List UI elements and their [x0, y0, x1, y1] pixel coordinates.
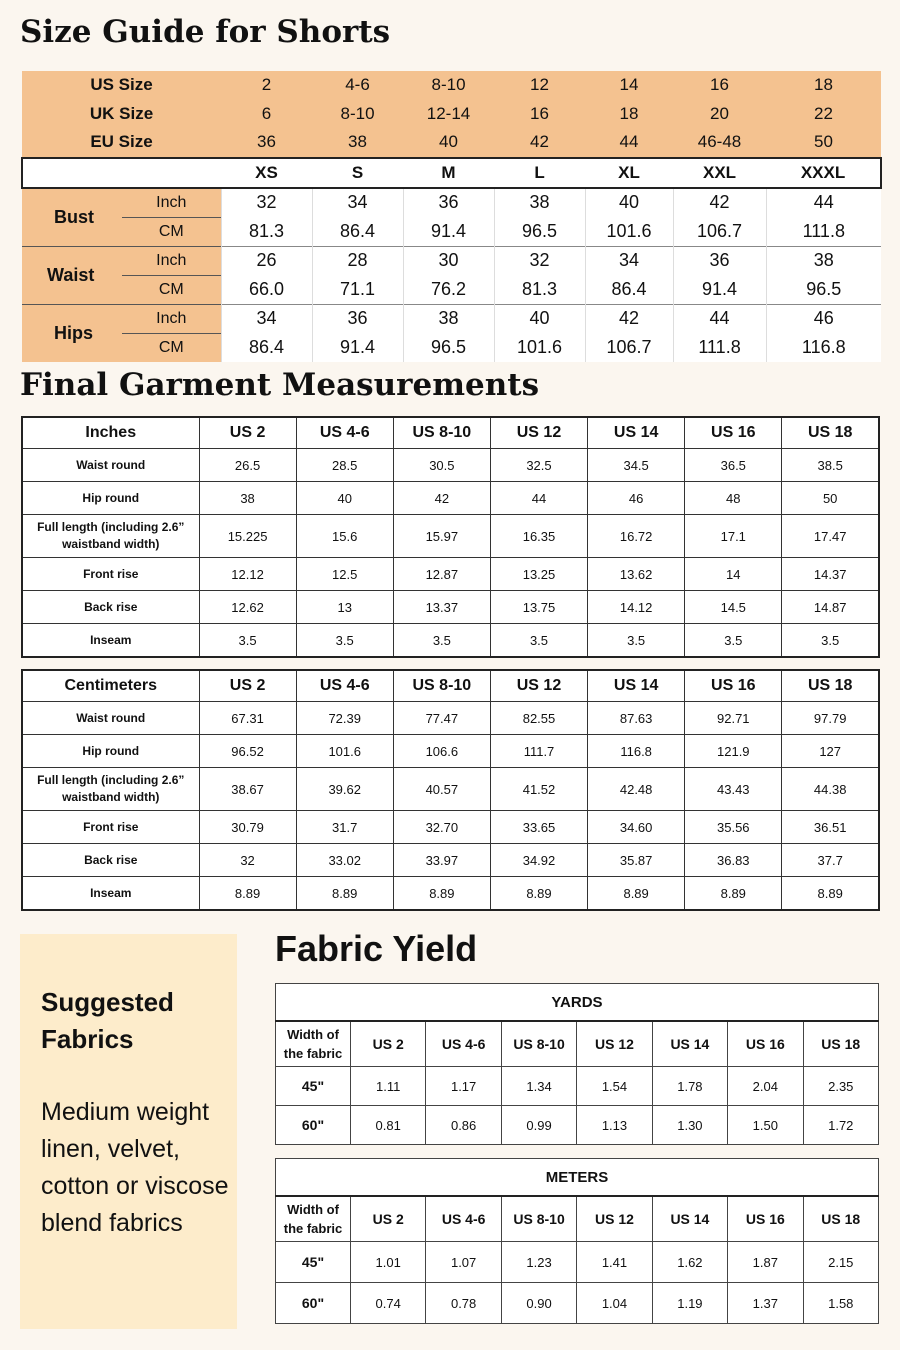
cell: 44 — [673, 304, 766, 333]
row-label: Waist round — [22, 702, 199, 735]
unit-label: Inch — [122, 188, 221, 218]
waist-cm-row — [22, 275, 881, 304]
cell: 35.87 — [588, 844, 685, 877]
cell: 50 — [766, 128, 881, 158]
size-header: US 2 — [351, 1021, 426, 1067]
cell: 36.51 — [782, 811, 879, 844]
cell: 1.87 — [728, 1242, 803, 1283]
cell: 3.5 — [588, 624, 685, 658]
cell: 1.34 — [501, 1067, 576, 1106]
cell: 111.8 — [766, 217, 881, 246]
cell: 1.54 — [577, 1067, 652, 1106]
cell: 1.50 — [728, 1106, 803, 1145]
cell: 12.5 — [296, 558, 393, 591]
size-header: US 4-6 — [426, 1021, 501, 1067]
cell: 8-10 — [403, 71, 494, 100]
cell: 38 — [199, 482, 296, 515]
row-label: Front rise — [22, 558, 199, 591]
cell: 37.7 — [782, 844, 879, 877]
table-row — [276, 1283, 879, 1324]
row-label: Front rise — [22, 811, 199, 844]
size-guide-title: Size Guide for Shorts — [20, 14, 391, 50]
cell: 34 — [221, 304, 312, 333]
width-header: Width of the fabric — [276, 1021, 351, 1067]
cell: 48 — [685, 482, 782, 515]
cell: 81.3 — [221, 217, 312, 246]
cell: 14.87 — [782, 591, 879, 624]
empty-cell — [22, 158, 221, 188]
table-row — [22, 624, 879, 658]
size-header: US 4-6 — [296, 417, 393, 449]
cell: 42 — [494, 128, 585, 158]
table-row — [22, 844, 879, 877]
cell: 36.5 — [685, 449, 782, 482]
waist-inch-row — [22, 246, 881, 275]
cell: XS — [221, 158, 312, 188]
cell: 101.6 — [585, 217, 673, 246]
cell: 77.47 — [393, 702, 490, 735]
size-header: US 14 — [588, 670, 685, 702]
waist-label: Waist — [22, 246, 122, 304]
cell: 18 — [766, 71, 881, 100]
cell: 16.72 — [588, 515, 685, 558]
cell: 13.62 — [588, 558, 685, 591]
cell: 12.12 — [199, 558, 296, 591]
cell: 121.9 — [685, 735, 782, 768]
cell: 44 — [585, 128, 673, 158]
cell: 28.5 — [296, 449, 393, 482]
cell: 42 — [673, 188, 766, 218]
width-label: 60" — [276, 1283, 351, 1324]
cell: 8.89 — [199, 877, 296, 911]
size-header: US 2 — [351, 1196, 426, 1242]
unit-label: CM — [122, 217, 221, 246]
unit-label: Inch — [122, 304, 221, 333]
cell: 20 — [673, 100, 766, 129]
cell: 0.86 — [426, 1106, 501, 1145]
cell: 32 — [221, 188, 312, 218]
cell: 17.47 — [782, 515, 879, 558]
size-header: US 12 — [577, 1196, 652, 1242]
cell: 38 — [403, 304, 494, 333]
size-header: US 18 — [782, 417, 879, 449]
cell: 86.4 — [221, 333, 312, 362]
cell: 42 — [393, 482, 490, 515]
meters-header: METERS — [276, 1159, 879, 1197]
cell: 12 — [494, 71, 585, 100]
suggested-fabrics-panel — [20, 934, 237, 1329]
cell: 36 — [673, 246, 766, 275]
row-label: Inseam — [22, 877, 199, 911]
row-label: UK Size — [22, 100, 221, 129]
cell: 116.8 — [766, 333, 881, 362]
table-row — [22, 877, 879, 911]
table-row — [22, 482, 879, 515]
size-guide-table — [21, 71, 882, 362]
cell: 106.7 — [585, 333, 673, 362]
suggested-fabrics-text: Medium weight linen, velvet, cotton or viscose blend fabrics — [41, 1098, 229, 1237]
cell: 2.04 — [728, 1067, 803, 1106]
cell: 36.83 — [685, 844, 782, 877]
size-header: US 14 — [652, 1021, 727, 1067]
us-size-row — [22, 71, 881, 100]
cell: 34 — [585, 246, 673, 275]
bust-label: Bust — [22, 188, 122, 247]
cell: 8.89 — [296, 877, 393, 911]
size-header: US 12 — [577, 1021, 652, 1067]
cell: 91.4 — [403, 217, 494, 246]
garment-title: Final Garment Measurements — [20, 367, 540, 403]
yards-table — [275, 983, 879, 1145]
cell: 26 — [221, 246, 312, 275]
cell: 43.43 — [685, 768, 782, 811]
width-header: Width of the fabric — [276, 1196, 351, 1242]
cell: 50 — [782, 482, 879, 515]
cell: 26.5 — [199, 449, 296, 482]
cell: 13.75 — [490, 591, 587, 624]
eu-size-row — [22, 128, 881, 158]
cell: 96.5 — [494, 217, 585, 246]
table-header-row — [276, 1021, 879, 1067]
cell: 42.48 — [588, 768, 685, 811]
cell: 12-14 — [403, 100, 494, 129]
size-header: US 8-10 — [393, 670, 490, 702]
inches-table — [21, 416, 880, 658]
cell: 38 — [494, 188, 585, 218]
row-label: Waist round — [22, 449, 199, 482]
cell: 1.37 — [728, 1283, 803, 1324]
cell: 0.99 — [501, 1106, 576, 1145]
cell: 44.38 — [782, 768, 879, 811]
table-row — [22, 702, 879, 735]
cell: S — [312, 158, 403, 188]
table-row — [22, 811, 879, 844]
cell: 1.13 — [577, 1106, 652, 1145]
cell: 4-6 — [312, 71, 403, 100]
cell: 0.78 — [426, 1283, 501, 1324]
cell: 6 — [221, 100, 312, 129]
size-header: US 18 — [803, 1196, 878, 1242]
cell: 8.89 — [685, 877, 782, 911]
cell: 32 — [494, 246, 585, 275]
cell: 8.89 — [393, 877, 490, 911]
cell: 71.1 — [312, 275, 403, 304]
cell: 40 — [585, 188, 673, 218]
cell: 1.04 — [577, 1283, 652, 1324]
cell: 17.1 — [685, 515, 782, 558]
cell: 3.5 — [199, 624, 296, 658]
width-label: 45" — [276, 1242, 351, 1283]
cell: 0.81 — [351, 1106, 426, 1145]
cell: 82.55 — [490, 702, 587, 735]
width-label: 60" — [276, 1106, 351, 1145]
cell: 44 — [766, 188, 881, 218]
table-row — [22, 768, 879, 811]
cell: 13 — [296, 591, 393, 624]
row-label: Hip round — [22, 482, 199, 515]
hips-cm-row — [22, 333, 881, 362]
cell: XL — [585, 158, 673, 188]
cell: 1.62 — [652, 1242, 727, 1283]
cell: 1.11 — [351, 1067, 426, 1106]
width-label: 45" — [276, 1067, 351, 1106]
cell: 38 — [312, 128, 403, 158]
cell: 86.4 — [312, 217, 403, 246]
table-row — [276, 1067, 879, 1106]
cell: 8.89 — [588, 877, 685, 911]
cell: 127 — [782, 735, 879, 768]
unit-header: Inches — [22, 417, 199, 449]
cell: 91.4 — [312, 333, 403, 362]
cell: 1.72 — [803, 1106, 878, 1145]
cell: 3.5 — [782, 624, 879, 658]
cell: 101.6 — [494, 333, 585, 362]
cell: 38 — [766, 246, 881, 275]
cell: XXL — [673, 158, 766, 188]
cell: 81.3 — [494, 275, 585, 304]
cell: 1.17 — [426, 1067, 501, 1106]
cell: 33.65 — [490, 811, 587, 844]
cell: L — [494, 158, 585, 188]
cell: 2.35 — [803, 1067, 878, 1106]
cell: 8.89 — [782, 877, 879, 911]
size-header: US 12 — [490, 670, 587, 702]
cell: 66.0 — [221, 275, 312, 304]
unit-label: CM — [122, 275, 221, 304]
cell: 16.35 — [490, 515, 587, 558]
uk-size-row — [22, 100, 881, 129]
cell: 41.52 — [490, 768, 587, 811]
table-row — [22, 449, 879, 482]
row-label: Back rise — [22, 844, 199, 877]
cell: 101.6 — [296, 735, 393, 768]
size-header: US 16 — [728, 1196, 803, 1242]
size-header: US 16 — [685, 417, 782, 449]
cell: 38.5 — [782, 449, 879, 482]
cell: 116.8 — [588, 735, 685, 768]
size-header: US 8-10 — [501, 1196, 576, 1242]
cell: 40 — [403, 128, 494, 158]
table-row — [22, 735, 879, 768]
cell: 13.37 — [393, 591, 490, 624]
cell: 1.78 — [652, 1067, 727, 1106]
hips-label: Hips — [22, 304, 122, 362]
meters-table — [275, 1158, 879, 1324]
size-header: US 4-6 — [296, 670, 393, 702]
bust-inch-row — [22, 188, 881, 218]
cell: 106.6 — [393, 735, 490, 768]
cell: 16 — [673, 71, 766, 100]
table-header-row — [22, 417, 879, 449]
cell: 46 — [766, 304, 881, 333]
cell: 8-10 — [312, 100, 403, 129]
row-label: Inseam — [22, 624, 199, 658]
cell: 30.5 — [393, 449, 490, 482]
cell: 91.4 — [673, 275, 766, 304]
cell: 15.225 — [199, 515, 296, 558]
row-label: EU Size — [22, 128, 221, 158]
size-header: US 14 — [588, 417, 685, 449]
cell: 16 — [494, 100, 585, 129]
table-title-row — [276, 1159, 879, 1197]
table-header-row — [22, 670, 879, 702]
cell: 76.2 — [403, 275, 494, 304]
cell: 0.74 — [351, 1283, 426, 1324]
cell: 96.5 — [403, 333, 494, 362]
unit-header: Centimeters — [22, 670, 199, 702]
row-label: Full length (including 2.6” waistband width) — [22, 515, 199, 558]
cell: 86.4 — [585, 275, 673, 304]
cell: 32.5 — [490, 449, 587, 482]
letter-size-row — [22, 158, 881, 188]
cell: 67.31 — [199, 702, 296, 735]
cell: 111.7 — [490, 735, 587, 768]
cell: 2 — [221, 71, 312, 100]
cell: 33.02 — [296, 844, 393, 877]
size-header: US 14 — [652, 1196, 727, 1242]
cell: 1.01 — [351, 1242, 426, 1283]
table-row — [22, 591, 879, 624]
row-label: Hip round — [22, 735, 199, 768]
cell: 34.5 — [588, 449, 685, 482]
cell: 40 — [296, 482, 393, 515]
yards-header: YARDS — [276, 984, 879, 1022]
row-label: Back rise — [22, 591, 199, 624]
size-header: US 4-6 — [426, 1196, 501, 1242]
cell: 22 — [766, 100, 881, 129]
hips-inch-row — [22, 304, 881, 333]
size-header: US 2 — [199, 670, 296, 702]
row-label: US Size — [22, 71, 221, 100]
cell: 46 — [588, 482, 685, 515]
cell: 14.37 — [782, 558, 879, 591]
cell: 28 — [312, 246, 403, 275]
cell: 30 — [403, 246, 494, 275]
size-header: US 2 — [199, 417, 296, 449]
table-header-row — [276, 1196, 879, 1242]
cell: 12.87 — [393, 558, 490, 591]
cell: 96.52 — [199, 735, 296, 768]
unit-label: Inch — [122, 246, 221, 275]
size-header: US 18 — [803, 1021, 878, 1067]
bust-cm-row — [22, 217, 881, 246]
cell: 14 — [585, 71, 673, 100]
row-label: Full length (including 2.6” waistband width) — [22, 768, 199, 811]
cell: 2.15 — [803, 1242, 878, 1283]
cell: XXXL — [766, 158, 881, 188]
table-row — [22, 558, 879, 591]
cell: 96.5 — [766, 275, 881, 304]
cell: 34.92 — [490, 844, 587, 877]
size-header: US 12 — [490, 417, 587, 449]
table-row — [276, 1106, 879, 1145]
cell: 44 — [490, 482, 587, 515]
cell: 13.25 — [490, 558, 587, 591]
cell: 1.30 — [652, 1106, 727, 1145]
cell: 15.6 — [296, 515, 393, 558]
cell: 46-48 — [673, 128, 766, 158]
cell: 1.23 — [501, 1242, 576, 1283]
size-header: US 8-10 — [501, 1021, 576, 1067]
table-title-row — [276, 984, 879, 1022]
cell: 1.07 — [426, 1242, 501, 1283]
cell: 34 — [312, 188, 403, 218]
cell: 31.7 — [296, 811, 393, 844]
cell: 42 — [585, 304, 673, 333]
cell: 36 — [403, 188, 494, 218]
cell: 1.58 — [803, 1283, 878, 1324]
cell: 3.5 — [393, 624, 490, 658]
cell: 106.7 — [673, 217, 766, 246]
cell: 3.5 — [490, 624, 587, 658]
cell: M — [403, 158, 494, 188]
cell: 0.90 — [501, 1283, 576, 1324]
cell: 12.62 — [199, 591, 296, 624]
cell: 36 — [221, 128, 312, 158]
centimeters-table — [21, 669, 880, 911]
fabric-yield-title: Fabric Yield — [275, 928, 478, 969]
size-header: US 16 — [685, 670, 782, 702]
cell: 36 — [312, 304, 403, 333]
table-row — [22, 515, 879, 558]
cell: 92.71 — [685, 702, 782, 735]
cell: 3.5 — [685, 624, 782, 658]
cell: 1.19 — [652, 1283, 727, 1324]
cell: 38.67 — [199, 768, 296, 811]
cell: 32.70 — [393, 811, 490, 844]
unit-label: CM — [122, 333, 221, 362]
size-header: US 16 — [728, 1021, 803, 1067]
cell: 40 — [494, 304, 585, 333]
size-header: US 8-10 — [393, 417, 490, 449]
cell: 34.60 — [588, 811, 685, 844]
cell: 111.8 — [673, 333, 766, 362]
cell: 33.97 — [393, 844, 490, 877]
cell: 35.56 — [685, 811, 782, 844]
size-header: US 18 — [782, 670, 879, 702]
cell: 14.5 — [685, 591, 782, 624]
cell: 3.5 — [296, 624, 393, 658]
cell: 15.97 — [393, 515, 490, 558]
cell: 40.57 — [393, 768, 490, 811]
cell: 18 — [585, 100, 673, 129]
cell: 97.79 — [782, 702, 879, 735]
cell: 14.12 — [588, 591, 685, 624]
cell: 30.79 — [199, 811, 296, 844]
cell: 72.39 — [296, 702, 393, 735]
cell: 8.89 — [490, 877, 587, 911]
cell: 1.41 — [577, 1242, 652, 1283]
table-row — [276, 1242, 879, 1283]
cell: 39.62 — [296, 768, 393, 811]
cell: 32 — [199, 844, 296, 877]
suggested-fabrics-heading: Suggested Fabrics — [41, 987, 174, 1054]
cell: 87.63 — [588, 702, 685, 735]
cell: 14 — [685, 558, 782, 591]
